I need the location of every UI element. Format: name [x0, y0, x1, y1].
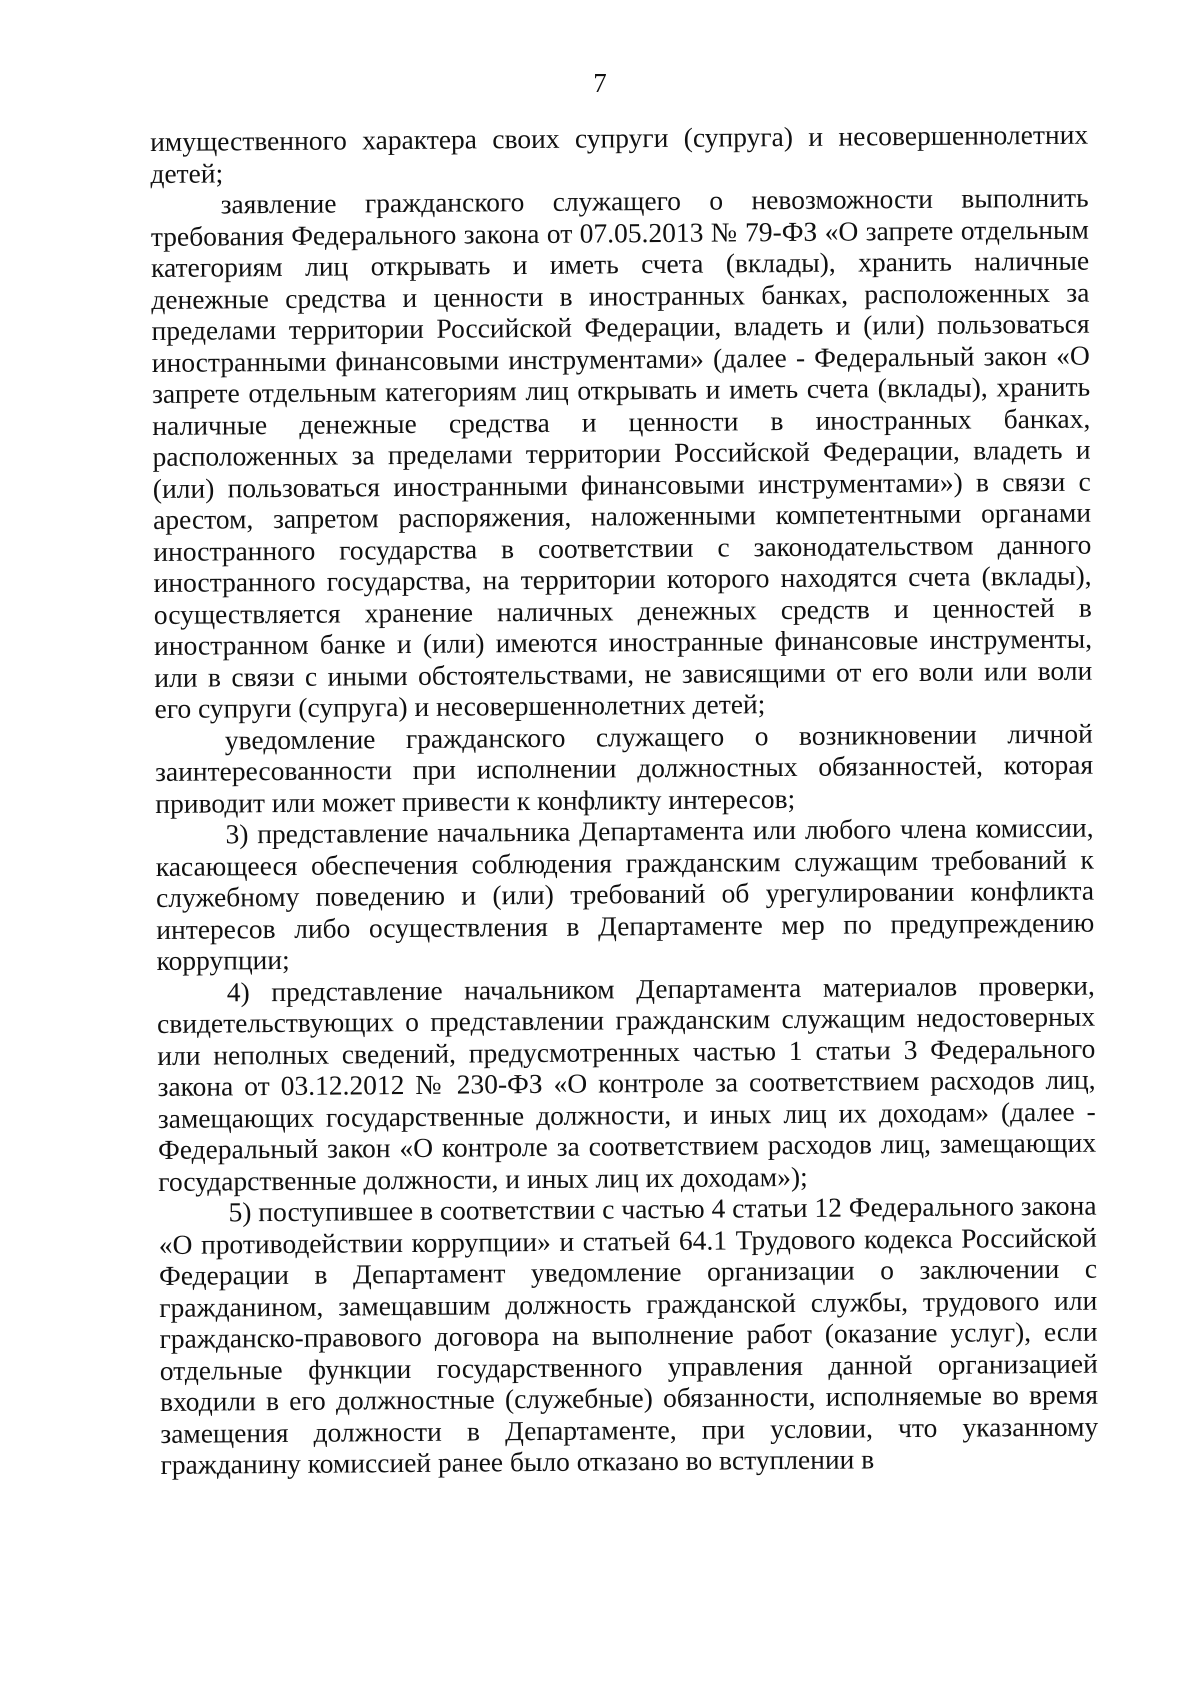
paragraph-continuation: имущественного характера своих супруги (супруга) и несовершеннолетних детей;: [150, 118, 1089, 189]
page-number: 7: [593, 68, 607, 98]
paragraph-item-4: 4) представление начальником Департамента материалов проверки, свидетельствующих о представлении гражданским служащим недостоверных или неполных сведений, предусмотренных частью 1 статьи 3 Федерального закона от 03.12.2012 № 230-ФЗ «О контроле за соответствием расходов лиц, замещающих государственные должности, и иных лиц их доходам» (далее - Федеральный закон «О контроле за соответствием расходов лиц, замещающих государственные должности, и иных лиц их доходам»);: [156, 969, 1097, 1197]
paragraph-item-3: 3) представление начальника Департамента или любого члена комиссии, касающееся обеспечения соблюдения гражданским служащим требований к служебному поведению и (или) требований об урегулировании конфликта интересов либо осуществления в Департаменте мер по предупреждению коррупции;: [155, 811, 1095, 976]
paragraph-conflict-notice: уведомление гражданского служащего о возникновении личной заинтересованности при исполнении должностных обязанностей, которая приводит или может привести к конфликту интересов;: [154, 717, 1094, 819]
document-body: [150, 119, 1099, 1481]
paragraph-item-5: 5) поступившее в соответствии с частью 4 статьи 12 Федерального закона «О противодействии коррупции» и статьей 64.1 Трудового кодекса Российской Федерации в Департамент уведомление организации о заключении с гражданином, замещавшим должность гражданской службы, трудового или гражданско-правового договора на выполнение работ (оказание услуг), если отдельные функции государственного управления данной организацией входили в его должностные (служебные) обязанности, исполняемые во время замещения должности в Департаменте, при условии, что указанному гражданину комиссией ранее было отказано во вступлении в: [158, 1189, 1099, 1480]
paragraph-statement-of-impossibility: заявление гражданского служащего о невозможности выполнить требования Федерального закона от 07.05.2013 № 79-ФЗ «О запрете отдельным категориям лиц открывать и иметь счета (вклады), хранить наличные денежные средства и ценности в иностранных банках, расположенных за пределами территории Российской Федерации, владеть и (или) пользоваться иностранными финансовыми инструментами» (далее - Федеральный закон «О запрете отдельным категориям лиц открывать и иметь счета (вклады), хранить наличные денежные средства и ценности в иностранных банках, расположенных за пределами территории Российской Федерации, владеть и (или) пользоваться иностранными финансовыми инструментами») в связи с арестом, запретом распоряжения, наложенными компетентными органами иностранного государства в соответствии с законодательством данного иностранного государства, на территории которого находятся счета (вклады), осуществляется хранение наличных денежных средств и ценностей в иностранном банке и (или) имеются иностранные финансовые инструменты, или в связи с иными обстоятельствами, не зависящими от его воли или воли его супруги (супруга) и несовершеннолетних детей;: [150, 181, 1093, 724]
